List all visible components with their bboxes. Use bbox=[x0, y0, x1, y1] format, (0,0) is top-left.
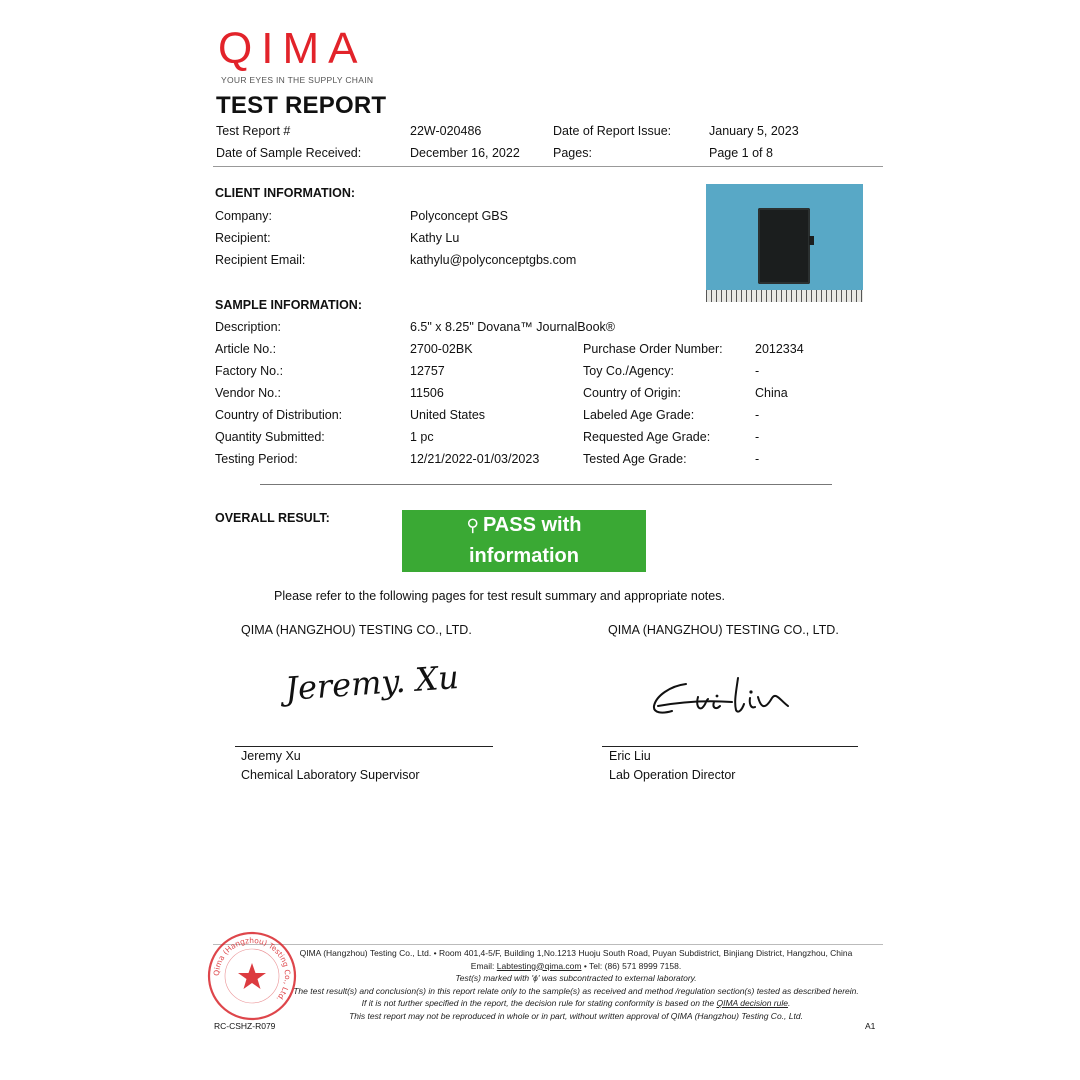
labeled-age-label: Labeled Age Grade: bbox=[583, 408, 695, 422]
origin-label: Country of Origin: bbox=[583, 386, 681, 400]
quantity-value: 1 pc bbox=[410, 430, 434, 444]
badge-line-1 bbox=[402, 510, 646, 541]
origin-value: China bbox=[755, 386, 788, 400]
sample-photo bbox=[706, 184, 863, 302]
description-value: 6.5" x 8.25" Dovana™ JournalBook® bbox=[410, 320, 616, 334]
footer-email-prefix: Email: bbox=[470, 960, 495, 971]
company-label: Company: bbox=[215, 209, 272, 223]
distribution-value: United States bbox=[410, 408, 486, 422]
header-divider bbox=[213, 166, 883, 167]
result-note: Please refer to the following pages for test result summary and appropriate notes. bbox=[274, 589, 725, 603]
report-number-label: Test Report # bbox=[216, 124, 291, 138]
tested-age-value: - bbox=[755, 452, 760, 466]
email-label: Recipient Email: bbox=[215, 253, 306, 267]
report-title: TEST REPORT bbox=[216, 92, 387, 119]
company-value: Polyconcept GBS bbox=[410, 209, 508, 223]
left-signer-role: Chemical Laboratory Supervisor bbox=[241, 768, 420, 782]
right-signer-name: Eric Liu bbox=[609, 749, 651, 763]
ruler-image bbox=[706, 290, 863, 302]
po-value: 2012334 bbox=[755, 342, 804, 356]
footer-reproduction-note: This test report may not be reproduced in whole or in part, without written approval of QIMA (Hangzhou) Testing Co., Ltd. bbox=[349, 1010, 803, 1021]
report-number: 22W-020486 bbox=[410, 124, 482, 138]
distribution-label: Country of Distribution: bbox=[215, 408, 343, 422]
footer-address: QIMA (Hangzhou) Testing Co., Ltd. • Room 401,4-5/F, Building 1,No.1213 Huoju South Road, Puyan Subdistrict, Binjiang District, Hangzhou, China bbox=[299, 948, 853, 958]
company-stamp bbox=[207, 931, 297, 1021]
pages-label: Pages: bbox=[553, 146, 592, 160]
recipient-value: Kathy Lu bbox=[410, 231, 460, 245]
badge-text-1: PASS with bbox=[482, 514, 582, 536]
vendor-label: Vendor No.: bbox=[215, 386, 282, 400]
key-icon: ⚲ bbox=[466, 516, 479, 535]
requested-age-value: - bbox=[755, 430, 760, 444]
stamp-text-path: Qima (Hangzhou) Testing Co., Ltd. bbox=[211, 935, 293, 1004]
received-date: December 16, 2022 bbox=[410, 146, 520, 160]
toy-agency-value: - bbox=[755, 364, 760, 378]
footer-decision-note: If it is not further specified in the report, the decision rule for stating conformity is based on the QIMA decision rule. bbox=[361, 998, 791, 1008]
sample-divider bbox=[260, 484, 832, 485]
right-signature-line bbox=[602, 746, 858, 747]
po-label: Purchase Order Number: bbox=[583, 342, 723, 356]
quantity-label: Quantity Submitted: bbox=[215, 430, 325, 444]
footer-contact bbox=[272, 960, 880, 973]
left-signature-line bbox=[235, 746, 493, 747]
issue-date: January 5, 2023 bbox=[709, 124, 799, 138]
book-clip-image bbox=[809, 236, 814, 245]
received-date-label: Date of Sample Received: bbox=[216, 146, 362, 160]
testing-period-label: Testing Period: bbox=[215, 452, 298, 466]
left-signature: Jeremy. Xu bbox=[283, 657, 461, 709]
badge-text-2: information bbox=[469, 545, 579, 567]
result-heading: OVERALL RESULT: bbox=[215, 511, 330, 525]
footer-text bbox=[272, 947, 880, 1022]
factory-value: 12757 bbox=[410, 364, 445, 378]
testing-period-value: 12/21/2022-01/03/2023 bbox=[410, 452, 540, 466]
footer-email-link[interactable]: Labtesting@qima.com bbox=[496, 960, 582, 971]
recipient-label: Recipient: bbox=[215, 231, 271, 245]
revision-code: A1 bbox=[865, 1021, 876, 1031]
issue-date-label: Date of Report Issue: bbox=[553, 124, 672, 138]
right-signer-role: Lab Operation Director bbox=[609, 768, 736, 782]
factory-label: Factory No.: bbox=[215, 364, 284, 378]
left-company: QIMA (HANGZHOU) TESTING CO., LTD. bbox=[241, 623, 472, 637]
footer-subcontract-note: Test(s) marked with 'ϕ' was subcontracted to external laboratory. bbox=[455, 973, 697, 983]
qima-logo: QIMA bbox=[218, 24, 367, 73]
form-code: RC-CSHZ-R079 bbox=[214, 1021, 276, 1031]
logo-tagline: YOUR EYES IN THE SUPPLY CHAIN bbox=[221, 75, 374, 85]
pass-badge bbox=[402, 510, 646, 572]
email-value: kathylu@polyconceptgbs.com bbox=[410, 253, 577, 267]
tested-age-label: Tested Age Grade: bbox=[583, 452, 687, 466]
client-heading: CLIENT INFORMATION: bbox=[215, 186, 356, 200]
footer-decision-prefix: If it is not further specified in the report, the decision rule for stating conformity is based on the bbox=[361, 998, 715, 1008]
description-label: Description: bbox=[215, 320, 281, 334]
toy-agency-label: Toy Co./Agency: bbox=[583, 364, 675, 378]
article-value: 2700-02BK bbox=[410, 342, 473, 356]
stamp-star-icon bbox=[238, 963, 266, 989]
decision-rule-link[interactable]: QIMA decision rule bbox=[716, 998, 788, 1008]
labeled-age-value: - bbox=[755, 408, 760, 422]
right-signature bbox=[650, 672, 800, 724]
footer-tel: • Tel: (86) 571 8999 7158. bbox=[583, 960, 682, 971]
article-label: Article No.: bbox=[215, 342, 277, 356]
requested-age-label: Requested Age Grade: bbox=[583, 430, 711, 444]
pages-value: Page 1 of 8 bbox=[709, 146, 773, 160]
journal-book-image bbox=[758, 208, 810, 284]
footer-result-note: The test result(s) and conclusion(s) in this report relate only to the sample(s) as received and method /regulation section(s) tested as described herein. bbox=[293, 985, 859, 996]
left-signer-name: Jeremy Xu bbox=[241, 749, 301, 763]
sample-heading: SAMPLE INFORMATION: bbox=[215, 298, 362, 312]
right-company: QIMA (HANGZHOU) TESTING CO., LTD. bbox=[608, 623, 839, 637]
footer-divider bbox=[213, 944, 883, 945]
vendor-value: 11506 bbox=[410, 386, 444, 400]
